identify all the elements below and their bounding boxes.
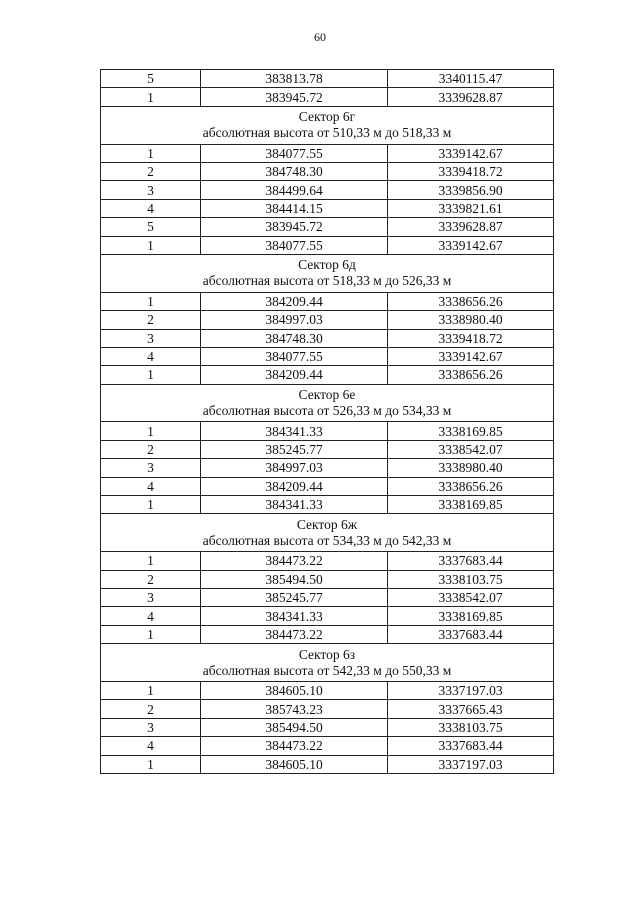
point-number-cell: 4 [101,199,201,217]
point-number-cell: 1 [101,625,201,643]
sector-altitude-range: абсолютная высота от 518,33 м до 526,33 м [202,273,452,289]
sector-header-row [101,254,554,292]
sector-header-cell [101,254,554,292]
table-row [101,755,554,773]
y-coordinate-cell: 3338980.40 [388,459,554,477]
y-coordinate-cell: 3337683.44 [388,625,554,643]
x-coordinate-cell: 384209.44 [201,366,388,384]
table-row [101,459,554,477]
point-number-cell: 2 [101,570,201,588]
x-coordinate-cell: 385743.23 [201,700,388,718]
x-coordinate-cell: 385494.50 [201,570,388,588]
y-coordinate-cell: 3338542.07 [388,440,554,458]
sector-header-cell [101,644,554,682]
point-number-cell: 4 [101,477,201,495]
y-coordinate-cell: 3337665.43 [388,700,554,718]
x-coordinate-cell: 383945.72 [201,88,388,106]
y-coordinate-cell: 3339821.61 [388,199,554,217]
x-coordinate-cell: 384997.03 [201,459,388,477]
y-coordinate-cell: 3339628.87 [388,218,554,236]
y-coordinate-cell: 3338542.07 [388,589,554,607]
table-row [101,199,554,217]
point-number-cell: 2 [101,162,201,180]
page-number: 60 [314,30,326,44]
point-number-cell: 1 [101,496,201,514]
table-row [101,737,554,755]
x-coordinate-cell: 384748.30 [201,162,388,180]
y-coordinate-cell: 3338103.75 [388,570,554,588]
point-number-cell: 3 [101,459,201,477]
sector-header-cell [101,106,554,144]
table-row [101,181,554,199]
x-coordinate-cell: 384605.10 [201,681,388,699]
table-row [101,144,554,162]
x-coordinate-cell: 383945.72 [201,218,388,236]
y-coordinate-cell: 3338103.75 [388,718,554,736]
point-number-cell: 1 [101,88,201,106]
y-coordinate-cell: 3340115.47 [388,70,554,88]
sector-header-row [101,514,554,552]
y-coordinate-cell: 3338169.85 [388,607,554,625]
point-number-cell: 3 [101,718,201,736]
sector-title: Сектор 6е [298,387,356,403]
y-coordinate-cell: 3339628.87 [388,88,554,106]
table-row [101,311,554,329]
y-coordinate-cell: 3339142.67 [388,236,554,254]
point-number-cell: 2 [101,311,201,329]
x-coordinate-cell: 384077.55 [201,347,388,365]
table-row [101,570,554,588]
table-row [101,347,554,365]
point-number-cell: 1 [101,552,201,570]
point-number-cell: 3 [101,181,201,199]
sector-header-cell [101,384,554,422]
x-coordinate-cell: 385245.77 [201,589,388,607]
x-coordinate-cell: 384209.44 [201,292,388,310]
point-number-cell: 4 [101,347,201,365]
x-coordinate-cell: 384997.03 [201,311,388,329]
point-number-cell: 1 [101,422,201,440]
x-coordinate-cell: 384077.55 [201,144,388,162]
sector-title: Сектор 6д [298,257,356,273]
coordinates-table [100,69,554,774]
y-coordinate-cell: 3337683.44 [388,737,554,755]
point-number-cell: 1 [101,366,201,384]
x-coordinate-cell: 384209.44 [201,477,388,495]
table-row [101,477,554,495]
point-number-cell: 3 [101,589,201,607]
x-coordinate-cell: 384748.30 [201,329,388,347]
sector-title: Сектор 6г [298,109,356,125]
table-row [101,366,554,384]
sector-header-row [101,384,554,422]
table-row [101,496,554,514]
table-row [101,70,554,88]
x-coordinate-cell: 384341.33 [201,607,388,625]
point-number-cell: 5 [101,218,201,236]
y-coordinate-cell: 3339142.67 [388,347,554,365]
table-row [101,236,554,254]
point-number-cell: 1 [101,144,201,162]
y-coordinate-cell: 3339856.90 [388,181,554,199]
x-coordinate-cell: 384605.10 [201,755,388,773]
point-number-cell: 1 [101,681,201,699]
point-number-cell: 2 [101,440,201,458]
y-coordinate-cell: 3339142.67 [388,144,554,162]
y-coordinate-cell: 3338980.40 [388,311,554,329]
table-row [101,440,554,458]
sector-title: Сектор 6ж [296,516,358,532]
point-number-cell: 4 [101,607,201,625]
y-coordinate-cell: 3337683.44 [388,552,554,570]
y-coordinate-cell: 3338169.85 [388,422,554,440]
x-coordinate-cell: 384499.64 [201,181,388,199]
table-row [101,589,554,607]
table-row [101,607,554,625]
sector-header-row [101,106,554,144]
y-coordinate-cell: 3339418.72 [388,162,554,180]
table-row [101,681,554,699]
y-coordinate-cell: 3338656.26 [388,477,554,495]
x-coordinate-cell: 384077.55 [201,236,388,254]
table-row [101,422,554,440]
x-coordinate-cell: 384341.33 [201,496,388,514]
sector-header-cell [101,514,554,552]
y-coordinate-cell: 3338656.26 [388,292,554,310]
y-coordinate-cell: 3337197.03 [388,681,554,699]
x-coordinate-cell: 384473.22 [201,552,388,570]
sector-altitude-range: абсолютная высота от 542,33 м до 550,33 м [202,662,452,678]
point-number-cell: 2 [101,700,201,718]
table-row [101,162,554,180]
x-coordinate-cell: 384473.22 [201,737,388,755]
sector-altitude-range: абсолютная высота от 534,33 м до 542,33 м [202,532,452,548]
point-number-cell: 4 [101,737,201,755]
table-row [101,88,554,106]
y-coordinate-cell: 3338656.26 [388,366,554,384]
table-row [101,718,554,736]
table-row [101,552,554,570]
point-number-cell: 3 [101,329,201,347]
table-row [101,292,554,310]
sector-header-row [101,644,554,682]
table-row [101,625,554,643]
point-number-cell: 1 [101,755,201,773]
coordinates-table-body [101,70,554,774]
y-coordinate-cell: 3338169.85 [388,496,554,514]
sector-altitude-range: абсолютная высота от 510,33 м до 518,33 м [202,125,452,141]
x-coordinate-cell: 384341.33 [201,422,388,440]
sector-title: Сектор 6з [298,646,356,662]
x-coordinate-cell: 385494.50 [201,718,388,736]
x-coordinate-cell: 385245.77 [201,440,388,458]
x-coordinate-cell: 384473.22 [201,625,388,643]
point-number-cell: 5 [101,70,201,88]
point-number-cell: 1 [101,236,201,254]
x-coordinate-cell: 384414.15 [201,199,388,217]
table-row [101,218,554,236]
table-row [101,329,554,347]
table-row [101,700,554,718]
x-coordinate-cell: 383813.78 [201,70,388,88]
y-coordinate-cell: 3339418.72 [388,329,554,347]
sector-altitude-range: абсолютная высота от 526,33 м до 534,33 м [202,403,452,419]
y-coordinate-cell: 3337197.03 [388,755,554,773]
point-number-cell: 1 [101,292,201,310]
